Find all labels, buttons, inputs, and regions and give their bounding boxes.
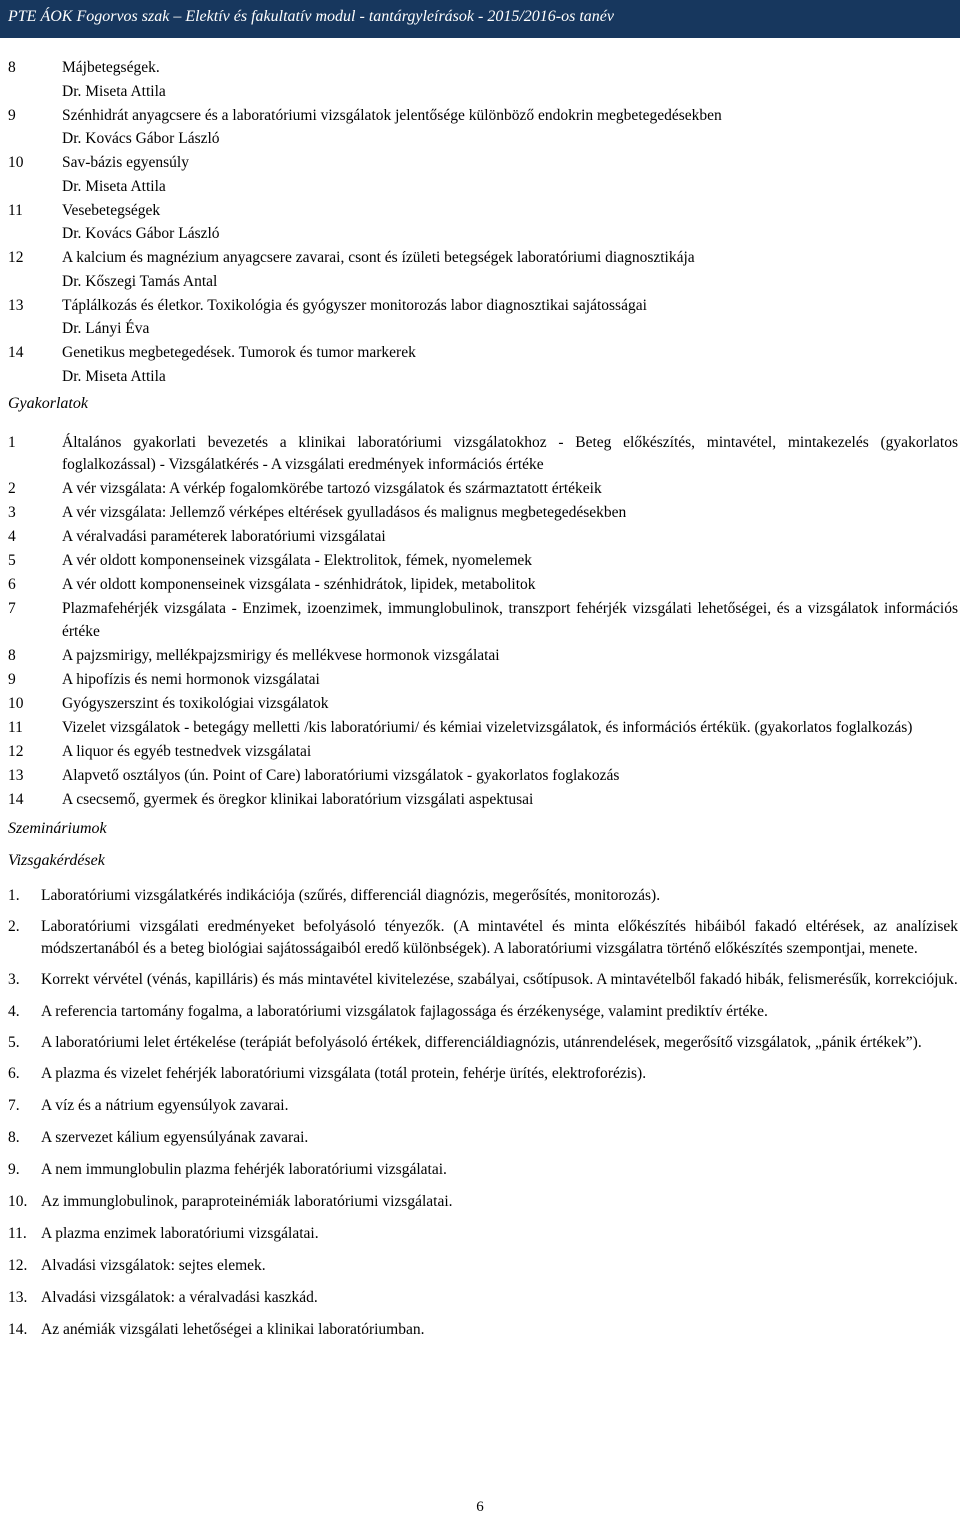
lecture-row [8,199,958,223]
practical-list [8,432,958,812]
practical-text: A véralvadási paraméterek laboratóriumi vizsgálatai [62,528,386,545]
exam-question [8,1095,958,1117]
practical-text: A hipofízis és nemi hormonok vizsgálatai [62,670,320,688]
lecture-number: 13 [8,296,24,314]
practical-item [8,502,958,525]
practical-text: Plazmafehérjék vizsgálata - Enzimek, izoenzimek, immunglobulinok, transzport fehérjék vizsgálati lehetőségei, és a vizsgálatok információs értéke [62,600,958,640]
lecture-title: Májbetegségek. [62,59,160,76]
exam-question-number: 13. [8,1289,28,1306]
exam-question [8,916,958,960]
practical-text: Vizelet vizsgálatok - betegágy melletti /kis laboratóriumi/ és kémiai vizeletvizsgálatok, és információs értékük. (gyakorlatos foglalkozás) [62,718,913,736]
practical-number: 6 [8,576,16,593]
page-content [8,56,958,1351]
header-bar [0,0,960,38]
lecture-number: 10 [8,154,24,171]
exam-question-number: 11. [8,1225,27,1242]
practical-item [8,598,958,643]
practical-item [8,765,958,788]
exam-question-text: Alvadási vizsgálatok: a véralvadási kaszkád. [41,1289,318,1306]
practical-number: 4 [8,528,16,545]
lecture-teacher: Dr. Lányi Éva [62,320,150,337]
practical-item [8,669,958,692]
practical-number: 11 [8,718,23,736]
lecture-teacher: Dr. Kőszegi Tamás Antal [62,272,218,290]
exam-question [8,885,958,907]
lecture-list [8,56,958,389]
practical-item [8,478,958,501]
practical-text: Általános gyakorlati bevezetés a klinikai laboratóriumi vizsgálatokhoz - Beteg előkészítés, mintavétel, mintakezelés (gyakorlatos foglalkozással) - Vizsgálatkérés - A vizsgálati eredmények információs értéke [62,433,958,473]
exam-question-number: 9. [8,1161,20,1178]
exam-question-text: Alvadási vizsgálatok: sejtes elemek. [41,1257,266,1274]
practical-number: 13 [8,766,24,784]
practical-number: 2 [8,480,16,497]
lecture-number: 14 [8,344,24,361]
exam-question-text: A szervezet kálium egyensúlyának zavarai. [41,1129,309,1146]
exam-question-number: 1. [8,887,20,904]
practical-text: A liquor és egyéb testnedvek vizsgálatai [62,742,312,760]
practical-number: 14 [8,790,24,808]
lecture-title: Szénhidrát anyagcsere és a laboratóriumi vizsgálatok jelentősége különböző endokrin megbetegedésekben [62,106,722,124]
page-number: 6 [476,1499,484,1515]
practical-item [8,550,958,573]
exam-question-number: 6. [8,1065,20,1082]
practical-number: 9 [8,670,16,688]
exam-question [8,1191,958,1213]
practical-number: 5 [8,552,16,569]
exam-question-number: 14. [8,1321,28,1338]
exam-question-number: 2. [8,918,20,935]
practical-text: Gyógyszerszint és toxikológiai vizsgálatok [62,694,329,712]
lecture-row [8,151,958,175]
exam-question-text: A nem immunglobulin plazma fehérjék laboratóriumi vizsgálatai. [41,1161,447,1178]
exam-question-number: 5. [8,1034,20,1051]
exam-question-text: A laboratóriumi lelet értékelése (terápiát befolyásoló értékek, differenciáldiagnózis, utánrendelések, megerősítő vizsgálatok, „pánik értékek”). [41,1034,922,1051]
exam-question [8,1127,958,1149]
exam-question-number: 7. [8,1097,20,1114]
practical-number: 3 [8,504,16,521]
exam-question-text: A víz és a nátrium egyensúlyok zavarai. [41,1097,289,1114]
lecture-title: Vesebetegségek [62,201,161,219]
exam-question [8,1159,958,1181]
lecture-number: 9 [8,106,16,124]
lecture-teacher: Dr. Miseta Attila [62,82,166,100]
exam-question [8,1063,958,1085]
exam-question-number: 4. [8,1003,20,1020]
exam-question-number: 8. [8,1129,20,1146]
document-header-title: PTE ÁOK Fogorvos szak – Elektív és fakultatív modul - tantárgyleírások - 2015/2016-os tanév [8,8,614,25]
lecture-title: A kalcium és magnézium anyagcsere zavarai, csont és ízületi betegségek laboratóriumi diagnosztikája [62,249,695,266]
practical-item [8,645,958,668]
practical-item [8,574,958,597]
exam-question-number: 3. [8,971,20,988]
section-title-practicals: Gyakorlatok [8,394,88,412]
practical-text: A vér oldott komponenseinek vizsgálata - Elektrolitok, fémek, nyomelemek [62,552,533,569]
practical-item [8,526,958,549]
lecture-number: 11 [8,201,23,219]
lecture-number: 8 [8,59,16,76]
lecture-row [8,246,958,270]
exam-question-text: Az anémiák vizsgálati lehetőségei a klinikai laboratóriumban. [41,1321,425,1338]
lecture-teacher: Dr. Miseta Attila [62,177,166,195]
exam-question-text: A plazma enzimek laboratóriumi vizsgálatai. [41,1225,319,1242]
lecture-title: Genetikus megbetegedések. Tumorok és tumor markerek [62,344,416,361]
practical-number: 10 [8,694,24,712]
exam-question-text: Laboratóriumi vizsgálati eredményeket befolyásoló tényezők. (A mintavétel és minta előkészítés hibáiból fakadó eltérések, az analízisek módszertanából és a beteg biológiai sajátosságaiból eredő különbségek). A laboratóriumi vizsgálatra történő előkészítés szempontjai, menete. [41,918,958,957]
lecture-teacher: Dr. Kovács Gábor László [62,130,220,147]
practical-text: A pajzsmirigy, mellékpajzsmirigy és mellékvese hormonok vizsgálatai [62,646,500,664]
exam-question [8,969,958,991]
practical-item [8,741,958,764]
practical-text: A csecsemő, gyermek és öregkor klinikai laboratórium vizsgálati aspektusai [62,790,534,808]
exam-question [8,1001,958,1023]
exam-question-list [8,885,958,1341]
practical-text: A vér vizsgálata: A vérkép fogalomkörébe tartozó vizsgálatok és származtatott értékeik [62,480,602,497]
exam-question-number: 10. [8,1193,28,1210]
lecture-number: 12 [8,249,24,266]
practical-text: A vér oldott komponenseinek vizsgálata - szénhidrátok, lipidek, metabolitok [62,576,536,593]
lecture-teacher: Dr. Miseta Attila [62,367,166,385]
lecture-row [8,56,958,80]
lecture-title: Sav-bázis egyensúly [62,154,189,171]
exam-question-number: 12. [8,1257,28,1274]
practical-text: Alapvető osztályos (ún. Point of Care) laboratóriumi vizsgálatok - gyakorlatos foglakozás [62,766,620,784]
lecture-row [8,104,958,128]
practical-number: 1 [8,433,16,451]
practical-number: 8 [8,646,16,664]
exam-question [8,1287,958,1309]
exam-question [8,1255,958,1277]
lecture-row [8,294,958,318]
lecture-title: Táplálkozás és életkor. Toxikológia és gyógyszer monitorozás labor diagnosztikai sajátosságai [62,296,647,314]
exam-question-text: Laboratóriumi vizsgálatkérés indikációja (szűrés, differenciál diagnózis, megerősítés, monitorozás). [41,887,661,904]
exam-question [8,1032,958,1054]
lecture-row [8,341,958,365]
practical-item [8,693,958,716]
practical-number: 12 [8,742,24,760]
practical-item [8,789,958,812]
practical-item [8,717,958,740]
exam-question [8,1223,958,1245]
lecture-teacher: Dr. Kovács Gábor László [62,225,220,242]
exam-question-text: A referencia tartomány fogalma, a laboratóriumi vizsgálatok fajlagossága és érzékenysége, valamint prediktív értéke. [41,1003,768,1020]
exam-question [8,1319,958,1341]
exam-question-text: Az immunglobulinok, paraproteinémiák laboratóriumi vizsgálatai. [41,1193,453,1210]
section-title-seminars: Szemináriumok [8,820,107,837]
practical-number: 7 [8,600,16,617]
section-title-exam-questions: Vizsgakérdések [8,852,105,869]
exam-question-text: Korrekt vérvétel (vénás, kapilláris) és más mintavétel kivitelezése, szabályai, csőtípusok. A mintavételből fakadó hibák, felismerésűk, korrekciójuk. [41,971,958,988]
practical-text: A vér vizsgálata: Jellemző vérképes eltérések gyulladásos és malignus megbetegedésekben [62,504,627,521]
exam-question-text: A plazma és vizelet fehérjék laboratóriumi vizsgálata (totál protein, fehérje ürítés, elektroforézis). [41,1065,647,1082]
practical-item [8,432,958,477]
